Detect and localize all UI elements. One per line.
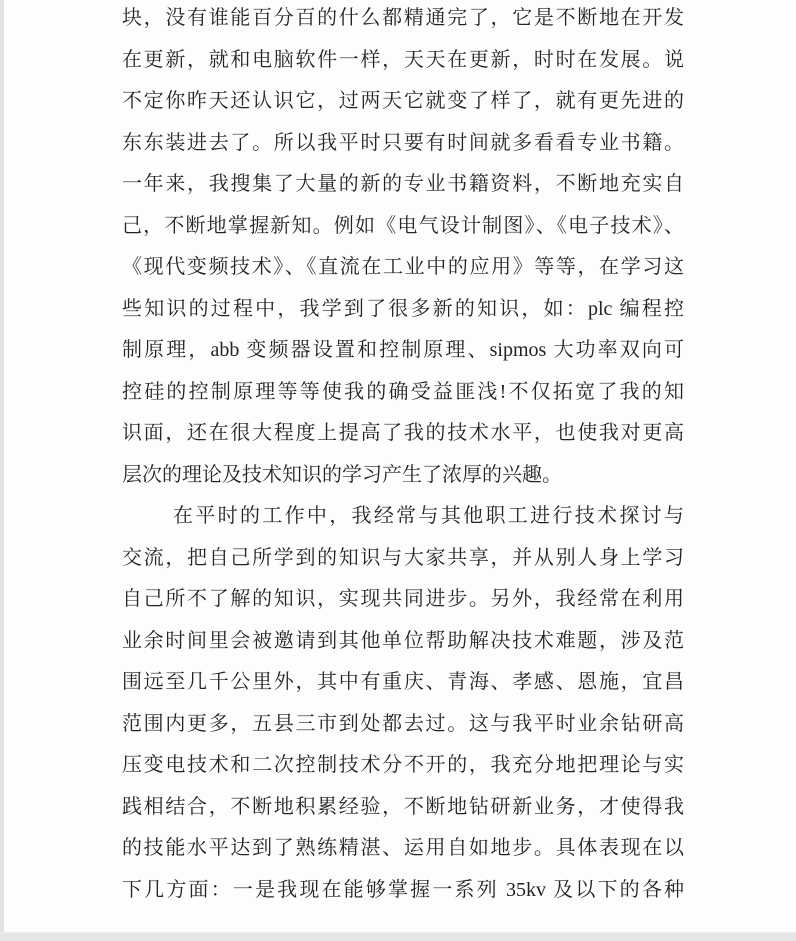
text-line: 压变电技术和二次控制技术分不开的，我充分地把理论与实 [122,754,684,776]
text-line: 制原理，abb 变频器设置和控制原理、sipmos 大功率双向可 [122,339,684,361]
text-line: 自己所不了解的知识，实现共同进步。另外，我经常在利用 [122,588,684,610]
text-line: 业余时间里会被邀请到其他单位帮助解决技术难题，涉及范 [122,629,684,652]
page-left-edge [0,0,4,941]
text-line: 范围内更多，五县三市到处都去过。这与我平时业余钻研高 [122,712,684,735]
text-line: 围远至几千公里外，其中有重庆、青海、孝感、恩施，宜昌 [122,671,684,693]
text-line: 控硅的控制原理等等使我的确受益匪浅!不仅拓宽了我的知 [122,380,684,403]
text-line: 块，没有谁能百分百的什么都精通完了，它是不断地在开发 [122,7,684,29]
text-line: 不定你昨天还认识它，过两天它就变了样了，就有更先进的 [122,90,684,112]
text-line: 一年来，我搜集了大量的新的专业书籍资料，不断地充实自 [122,173,684,195]
text-line: 东东装进去了。所以我平时只要有时间就多看看专业书籍。 [122,131,684,154]
document-text [122,0,684,911]
text-line-paragraph-start: 在平时的工作中，我经常与其他职工进行技术探讨与 [173,505,684,527]
text-line: 识面，还在很大程度上提高了我的技术水平，也使我对更高 [122,422,684,444]
text-line: 些知识的过程中，我学到了很多新的知识，如：plc 编程控 [122,297,684,320]
text-line: 己，不断地掌握新知。例如《电气设计制图》、《电子技术》、 [122,214,684,237]
text-line: 在更新，就和电脑软件一样，天天在更新，时时在发展。说 [122,48,684,71]
text-line: 践相结合，不断地积累经验，不断地钻研新业务，才使得我 [122,795,684,818]
text-line: 交流，把自己所学到的知识与大家共享，并从别人身上学习 [122,546,684,569]
text-line: 《现代变频技术》、《直流在工业中的应用》等等，在学习这 [122,256,684,278]
page-bottom-edge [0,932,796,941]
text-line: 下几方面：一是我现在能够掌握一系列 35kv 及以下的各种 [122,878,684,901]
text-line: 的技能水平达到了熟练精湛、运用自如地步。具体表现在以 [122,837,684,859]
text-line-paragraph-end: 层次的理论及技术知识的学习产生了浓厚的兴趣。 [122,463,562,486]
